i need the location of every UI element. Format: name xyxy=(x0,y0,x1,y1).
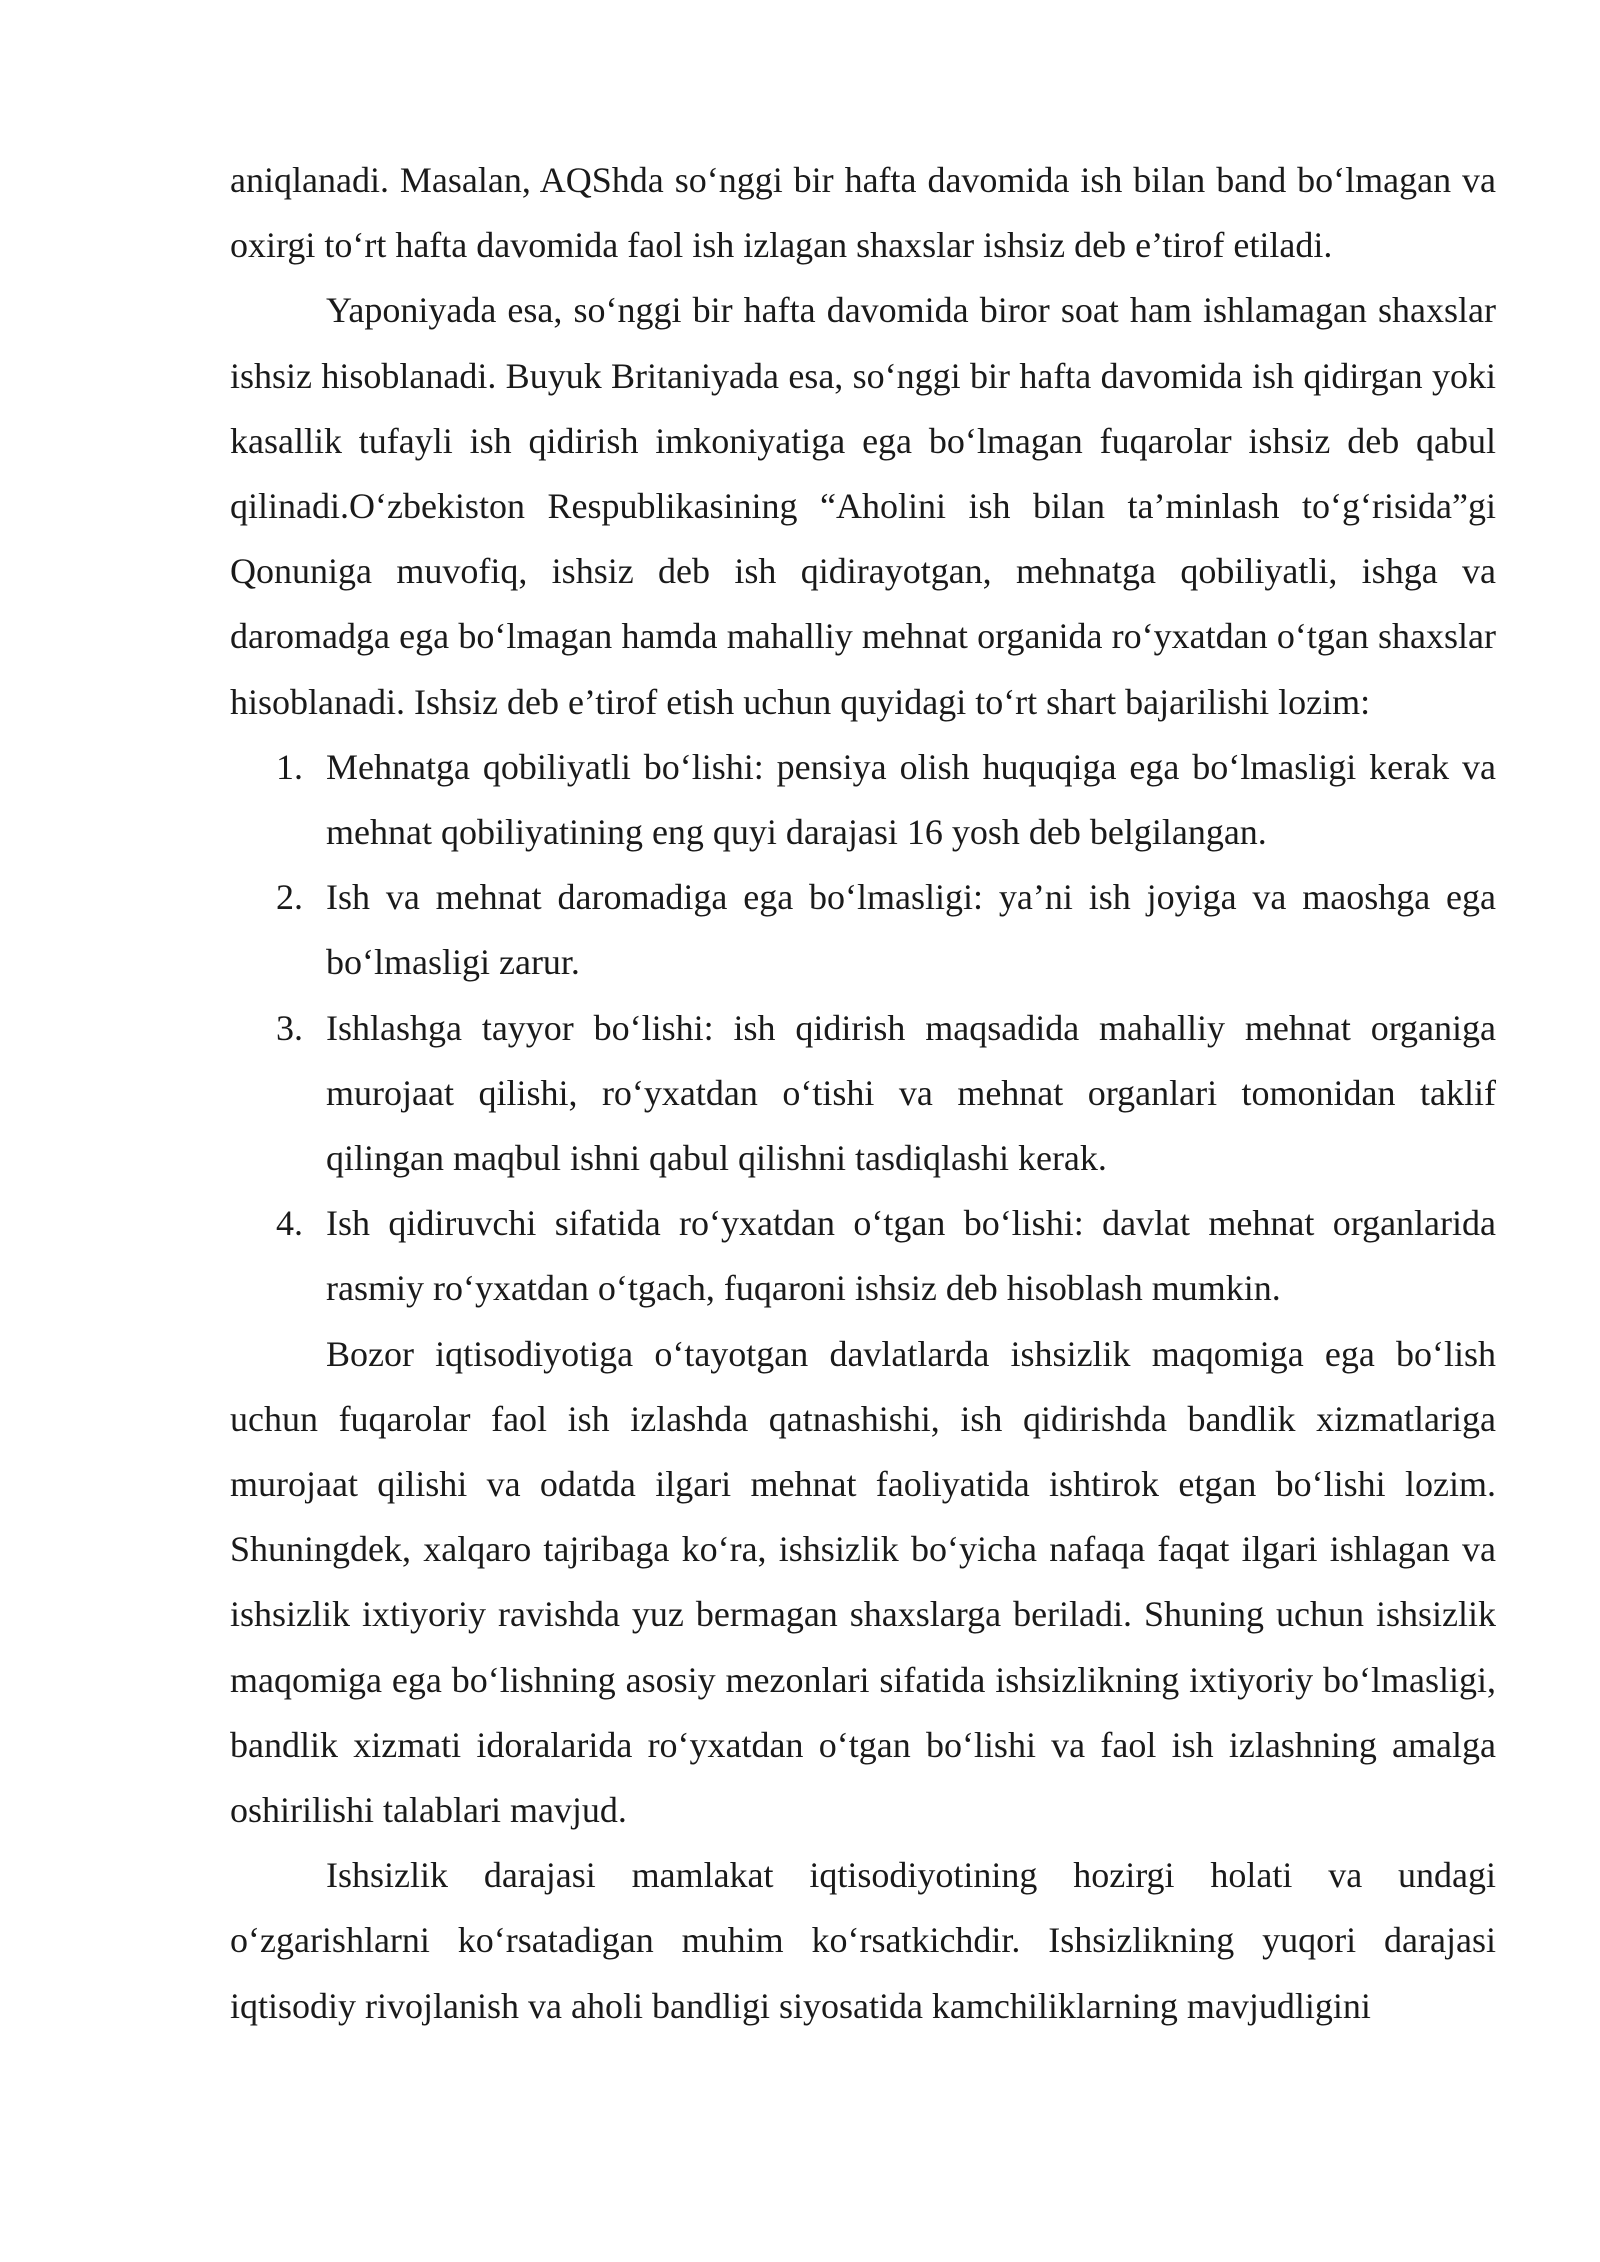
conditions-list xyxy=(230,735,1496,1322)
paragraph-2: Yaponiyada esa, so‘nggi bir hafta davomida biror soat ham ishlamagan shaxslar ishsiz hisoblanadi. Buyuk Britaniyada esa, so‘nggi bir hafta davomida ish qidirgan yoki kasallik tufayli ish qidirish imkoniyatiga ega bo‘lmagan fuqarolar ishsiz deb qabul qilinadi.O‘zbekiston Respublikasining “Aholini ish bilan ta’minlash to‘g‘risida”gi Qonuniga muvofiq, ishsiz deb ish qidirayotgan, mehnatga qobiliyatli, ishga va daromadga ega bo‘lmagan hamda mahalliy mehnat organida ro‘yxatdan o‘tgan shaxslar hisoblanadi. Ishsiz deb e’tirof etish uchun quyidagi to‘rt shart bajarilishi lozim: xyxy=(230,290,1496,722)
list-item-number: 3. xyxy=(276,1007,303,1048)
list-item xyxy=(230,735,1496,865)
list-item-text: Ish va mehnat daromadiga ega bo‘lmasligi: ya’ni ish joyiga va maoshga ega bo‘lmasligi zarur. xyxy=(326,877,1496,983)
list-item-text: Ish qidiruvchi sifatida ro‘yxatdan o‘tgan bo‘lishi: davlat mehnat organlarida rasmiy ro‘yxatdan o‘tgach, fuqaroni ishsiz deb hisoblash mumkin. xyxy=(326,1203,1496,1309)
list-item-number: 4. xyxy=(276,1203,303,1244)
list-item xyxy=(230,865,1496,995)
list-item xyxy=(230,1191,1496,1321)
list-item-text: Mehnatga qobiliyatli bo‘lishi: pensiya olish huquqiga ega bo‘lmasligi kerak va mehnat qobiliyatining eng quyi darajasi 16 yosh deb belgilangan. xyxy=(326,746,1496,853)
paragraph-4: Ishsizlik darajasi mamlakat iqtisodiyotining hozirgi holati va undagi o‘zgarishlarni ko‘rsatadigan muhim ko‘rsatkichdir. Ishsizlikning yuqori darajasi iqtisodiy rivojlanish va aholi bandligi siyosatida kamchiliklarning mavjudligini xyxy=(230,1855,1496,2026)
list-item-number: 1. xyxy=(276,746,303,787)
document-body xyxy=(230,148,1496,2039)
list-item xyxy=(230,996,1496,1192)
paragraph-3: Bozor iqtisodiyotiga o‘tayotgan davlatlarda ishsizlik maqomiga ega bo‘lish uchun fuqarolar faol ish izlashda qatnashishi, ish qidirishda bandlik xizmatlariga murojaat qilishi va odatda ilgari mehnat faoliyatida ishtirok etgan bo‘lishi lozim. Shuningdek, xalqaro tajribaga ko‘ra, ishsizlik bo‘yicha nafaqa faqat ilgari ishlagan va ishsizlik ixtiyoriy ravishda yuz bermagan shaxslarga beriladi. Shuning uchun ishsizlik maqomiga ega bo‘lishning asosiy mezonlari sifatida ishsizlikning ixtiyoriy bo‘lmasligi, bandlik xizmati idoralarida ro‘yxatdan o‘tgan bo‘lishi va faol ish izlashning amalga oshirilishi talablari mavjud. xyxy=(230,1333,1496,1831)
list-item-number: 2. xyxy=(276,877,303,918)
paragraph-1: aniqlanadi. Masalan, AQShda so‘nggi bir hafta davomida ish bilan band bo‘lmagan va oxirgi to‘rt hafta davomida faol ish izlagan shaxslar ishsiz deb e’tirof etiladi. xyxy=(230,160,1496,266)
list-item-text: Ishlashga tayyor bo‘lishi: ish qidirish maqsadida mahalliy mehnat organiga murojaat qilishi, ro‘yxatdan o‘tishi va mehnat organlari tomonidan taklif qilingan maqbul ishni qabul qilishni tasdiqlashi kerak. xyxy=(326,1007,1496,1179)
